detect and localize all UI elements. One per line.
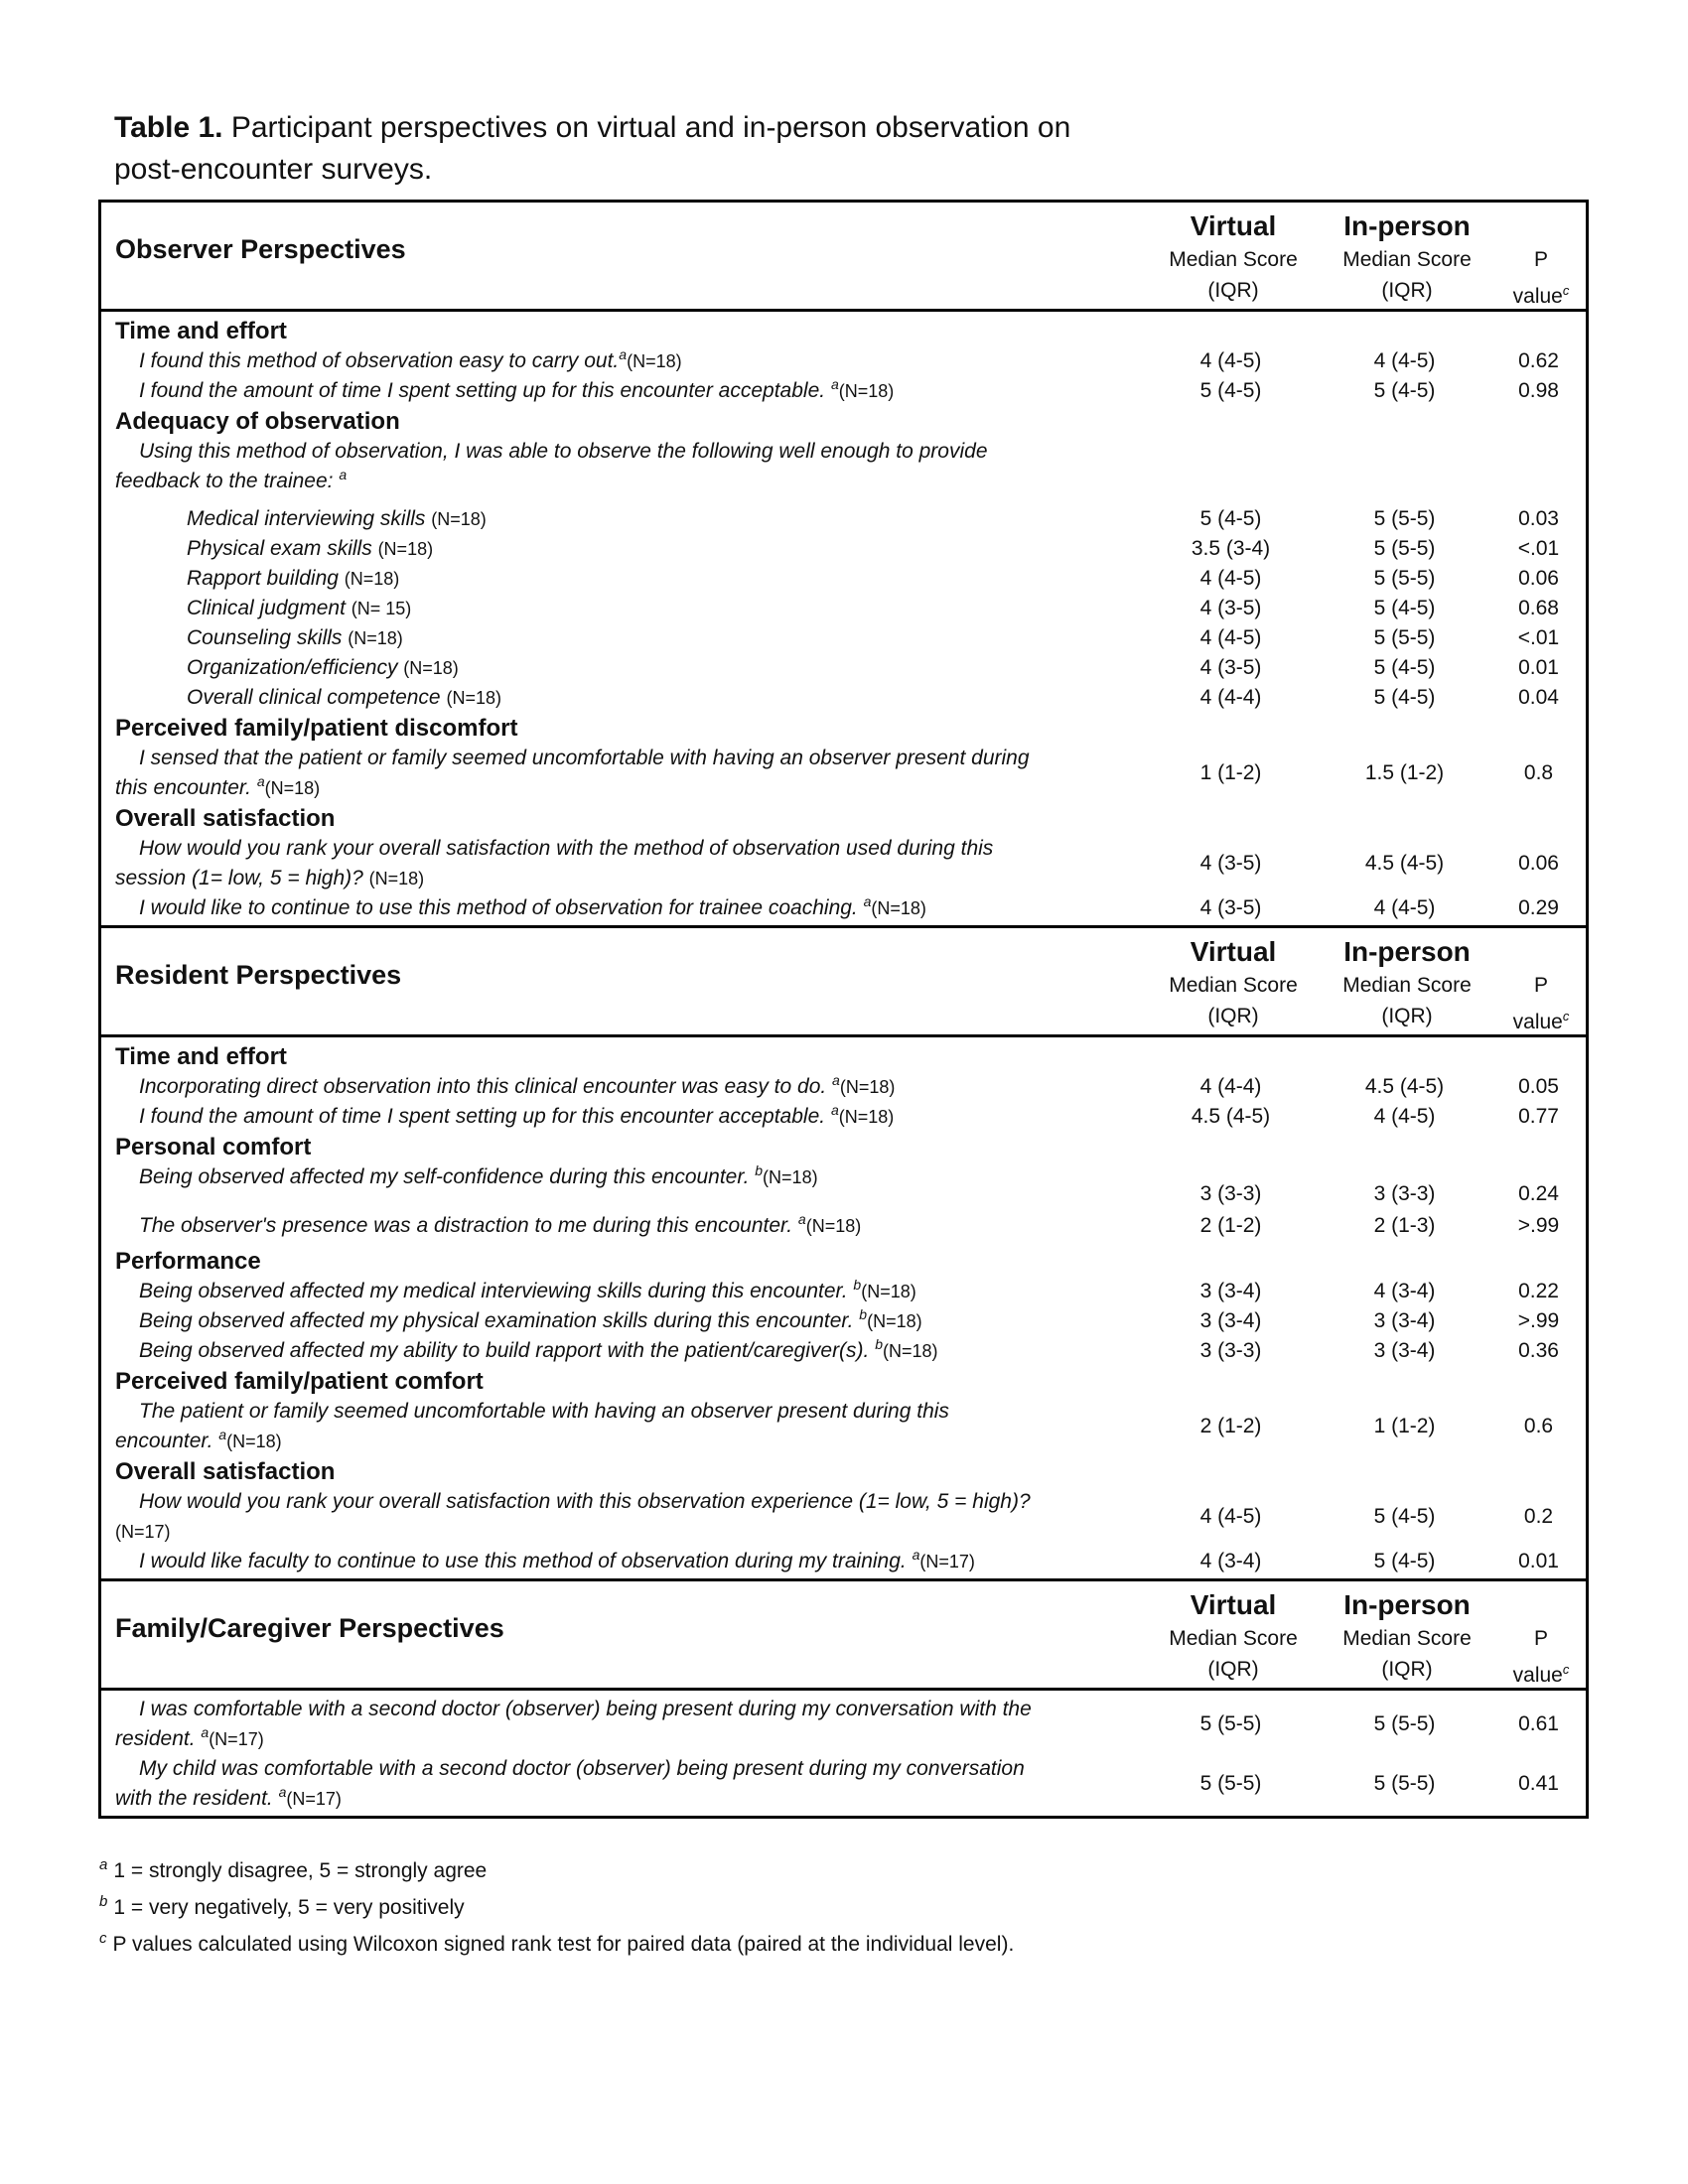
category-heading: Overall satisfaction — [115, 805, 336, 832]
table-row: How would you rank your overall satisfaction with the method of observation used during this session (1= low, 5 = high)? (N=18) 4 (3-5) 4.5 (4-5) 0.06 — [115, 837, 1559, 889]
category-heading: Time and effort — [115, 1043, 287, 1070]
section-header-observer — [101, 203, 1586, 312]
caption-label: Table 1. — [114, 111, 223, 144]
table-row: Clinical judgment (N= 15) 4 (3-5) 5 (4-5) 0.68 — [187, 597, 1559, 619]
table-row: Being observed affected my ability to build rapport with the patient/caregiver(s). $^b$(N=18) 3 (3-3) 3 (3-4) 0.36 — [139, 1336, 1559, 1362]
footnote: $^c$ P values calculated using Wilcoxon signed rank test for paired data (paired at the individual level). — [99, 1930, 1015, 1956]
table-row: I found this method of observation easy to carry out.$^a$(N=18) 4 (4-5) 4 (4-5) 0.62 — [139, 346, 1559, 372]
table-caption — [114, 107, 1206, 191]
section-header-resident — [101, 928, 1586, 1037]
col-header-pvalue: P value$^c$ — [1512, 248, 1570, 308]
table-row: Rapport building (N=18) 4 (4-5) 5 (5-5) 0.06 — [187, 567, 1559, 590]
category-heading: Personal comfort — [115, 1134, 312, 1160]
caption-text: Participant perspectives on virtual and in-person observation on — [222, 111, 1071, 144]
table-row: I would like faculty to continue to use this method of observation during my training. $^a$(N=17) 4 (3-4) 5 (4-5) 0.01 — [139, 1547, 1559, 1572]
caption-text-2: post-encounter surveys. — [114, 153, 433, 186]
table-row: My child was comfortable with a second doctor (observer) being present during my conversation with the resident. $^a$(N=17) 5 (5-5) 5 (5-5) 0.41 — [115, 1757, 1559, 1810]
col-header-inperson: In-person Median Score (IQR) — [1342, 210, 1472, 302]
table-row: Counseling skills (N=18) 4 (4-5) 5 (5-5) <.01 — [187, 626, 1560, 649]
table-row: Using this method of observation, I was able to observe the following well enough to provide feedback to the trainee: $^a$ — [115, 440, 988, 492]
section-title: Resident Perspectives — [115, 960, 402, 990]
footnotes — [99, 1852, 1489, 1963]
table-row: I was comfortable with a second doctor (observer) being present during my conversation with the resident. $^a$(N=17) 5 (5-5) 5 (5-5) 0.61 — [115, 1698, 1559, 1750]
table-row: I would like to continue to use this method of observation for trainee coaching. $^a$(N=18) 4 (3-5) 4 (4-5) 0.29 — [139, 893, 1559, 919]
section-body-observer — [101, 312, 1586, 928]
col-header-pvalue: P value$^c$ — [1512, 974, 1570, 1033]
category-heading: Perceived family/patient discomfort — [115, 715, 518, 742]
category-heading: Performance — [115, 1248, 261, 1275]
table-row: Medical interviewing skills (N=18) 5 (4-5) 5 (5-5) 0.03 — [187, 507, 1559, 530]
footnote: $^b$ 1 = very negatively, 5 = very positively — [99, 1893, 465, 1919]
table-row: I sensed that the patient or family seemed uncomfortable with having an observer present during this encounter. $^a$(N=18) 1 (1-2) 1.5 (1-2) 0.8 — [115, 747, 1554, 799]
section-title: Observer Perspectives — [115, 234, 406, 264]
section-body-family — [101, 1691, 1586, 1816]
category-heading: Time and effort — [115, 318, 287, 344]
results-table — [98, 200, 1589, 1819]
table-row: How would you rank your overall satisfaction with this observation experience (1= low, 5 = high)? (N=17) 4 (4-5) 5 (4-5) 0.2 — [115, 1490, 1554, 1542]
col-header-inperson: In-person Median Score (IQR) — [1342, 936, 1472, 1027]
category-heading: Adequacy of observation — [115, 408, 400, 435]
table-row: Being observed affected my self-confidence during this encounter. $^b$(N=18) 3 (3-3) 3 (3-3) 0.24 — [139, 1162, 1559, 1205]
section-header-family — [101, 1581, 1586, 1691]
category-heading: Perceived family/patient comfort — [115, 1368, 484, 1395]
table-row: Incorporating direct observation into this clinical encounter was easy to do. $^a$(N=18) 4 (4-4) 4.5 (4-5) 0.05 — [139, 1072, 1559, 1098]
table-row: Physical exam skills (N=18) 3.5 (3-4) 5 (5-5) <.01 — [187, 537, 1560, 560]
table-row: Organization/efficiency (N=18) 4 (3-5) 5 (4-5) 0.01 — [187, 656, 1559, 679]
col-header-virtual: Virtual Median Score (IQR) — [1169, 210, 1298, 302]
col-header-virtual: Virtual Median Score (IQR) — [1169, 1589, 1298, 1681]
col-header-inperson: In-person Median Score (IQR) — [1342, 1589, 1472, 1681]
col-header-pvalue: P value$^c$ — [1512, 1627, 1570, 1687]
table-row: Being observed affected my medical interviewing skills during this encounter. $^b$(N=18) 3 (3-4) 4 (3-4) 0.22 — [139, 1277, 1559, 1302]
table-row: I found the amount of time I spent setting up for this encounter acceptable. $^a$(N=18) 5 (4-5) 5 (4-5) 0.98 — [139, 376, 1559, 402]
col-header-virtual: Virtual Median Score (IQR) — [1169, 936, 1298, 1027]
table-row: The patient or family seemed uncomfortable with having an observer present during this encounter. $^a$(N=18) 2 (1-2) 1 (1-2) 0.6 — [115, 1400, 1554, 1452]
section-body-resident — [101, 1037, 1586, 1581]
footnote: $^a$ 1 = strongly disagree, 5 = strongly agree — [99, 1856, 488, 1882]
table-row: Overall clinical competence (N=18) 4 (4-4) 5 (4-5) 0.04 — [187, 686, 1559, 709]
table-row: Being observed affected my physical examination skills during this encounter. $^b$(N=18) 3 (3-4) 3 (3-4) >.99 — [139, 1306, 1560, 1332]
table-row: I found the amount of time I spent setting up for this encounter acceptable. $^a$(N=18) 4.5 (4-5) 4 (4-5) 0.77 — [139, 1102, 1559, 1128]
table-row: The observer's presence was a distraction to me during this encounter. $^a$(N=18) 2 (1-2) 2 (1-3) >.99 — [139, 1211, 1560, 1237]
section-title: Family/Caregiver Perspectives — [115, 1613, 504, 1643]
category-heading: Overall satisfaction — [115, 1458, 336, 1485]
